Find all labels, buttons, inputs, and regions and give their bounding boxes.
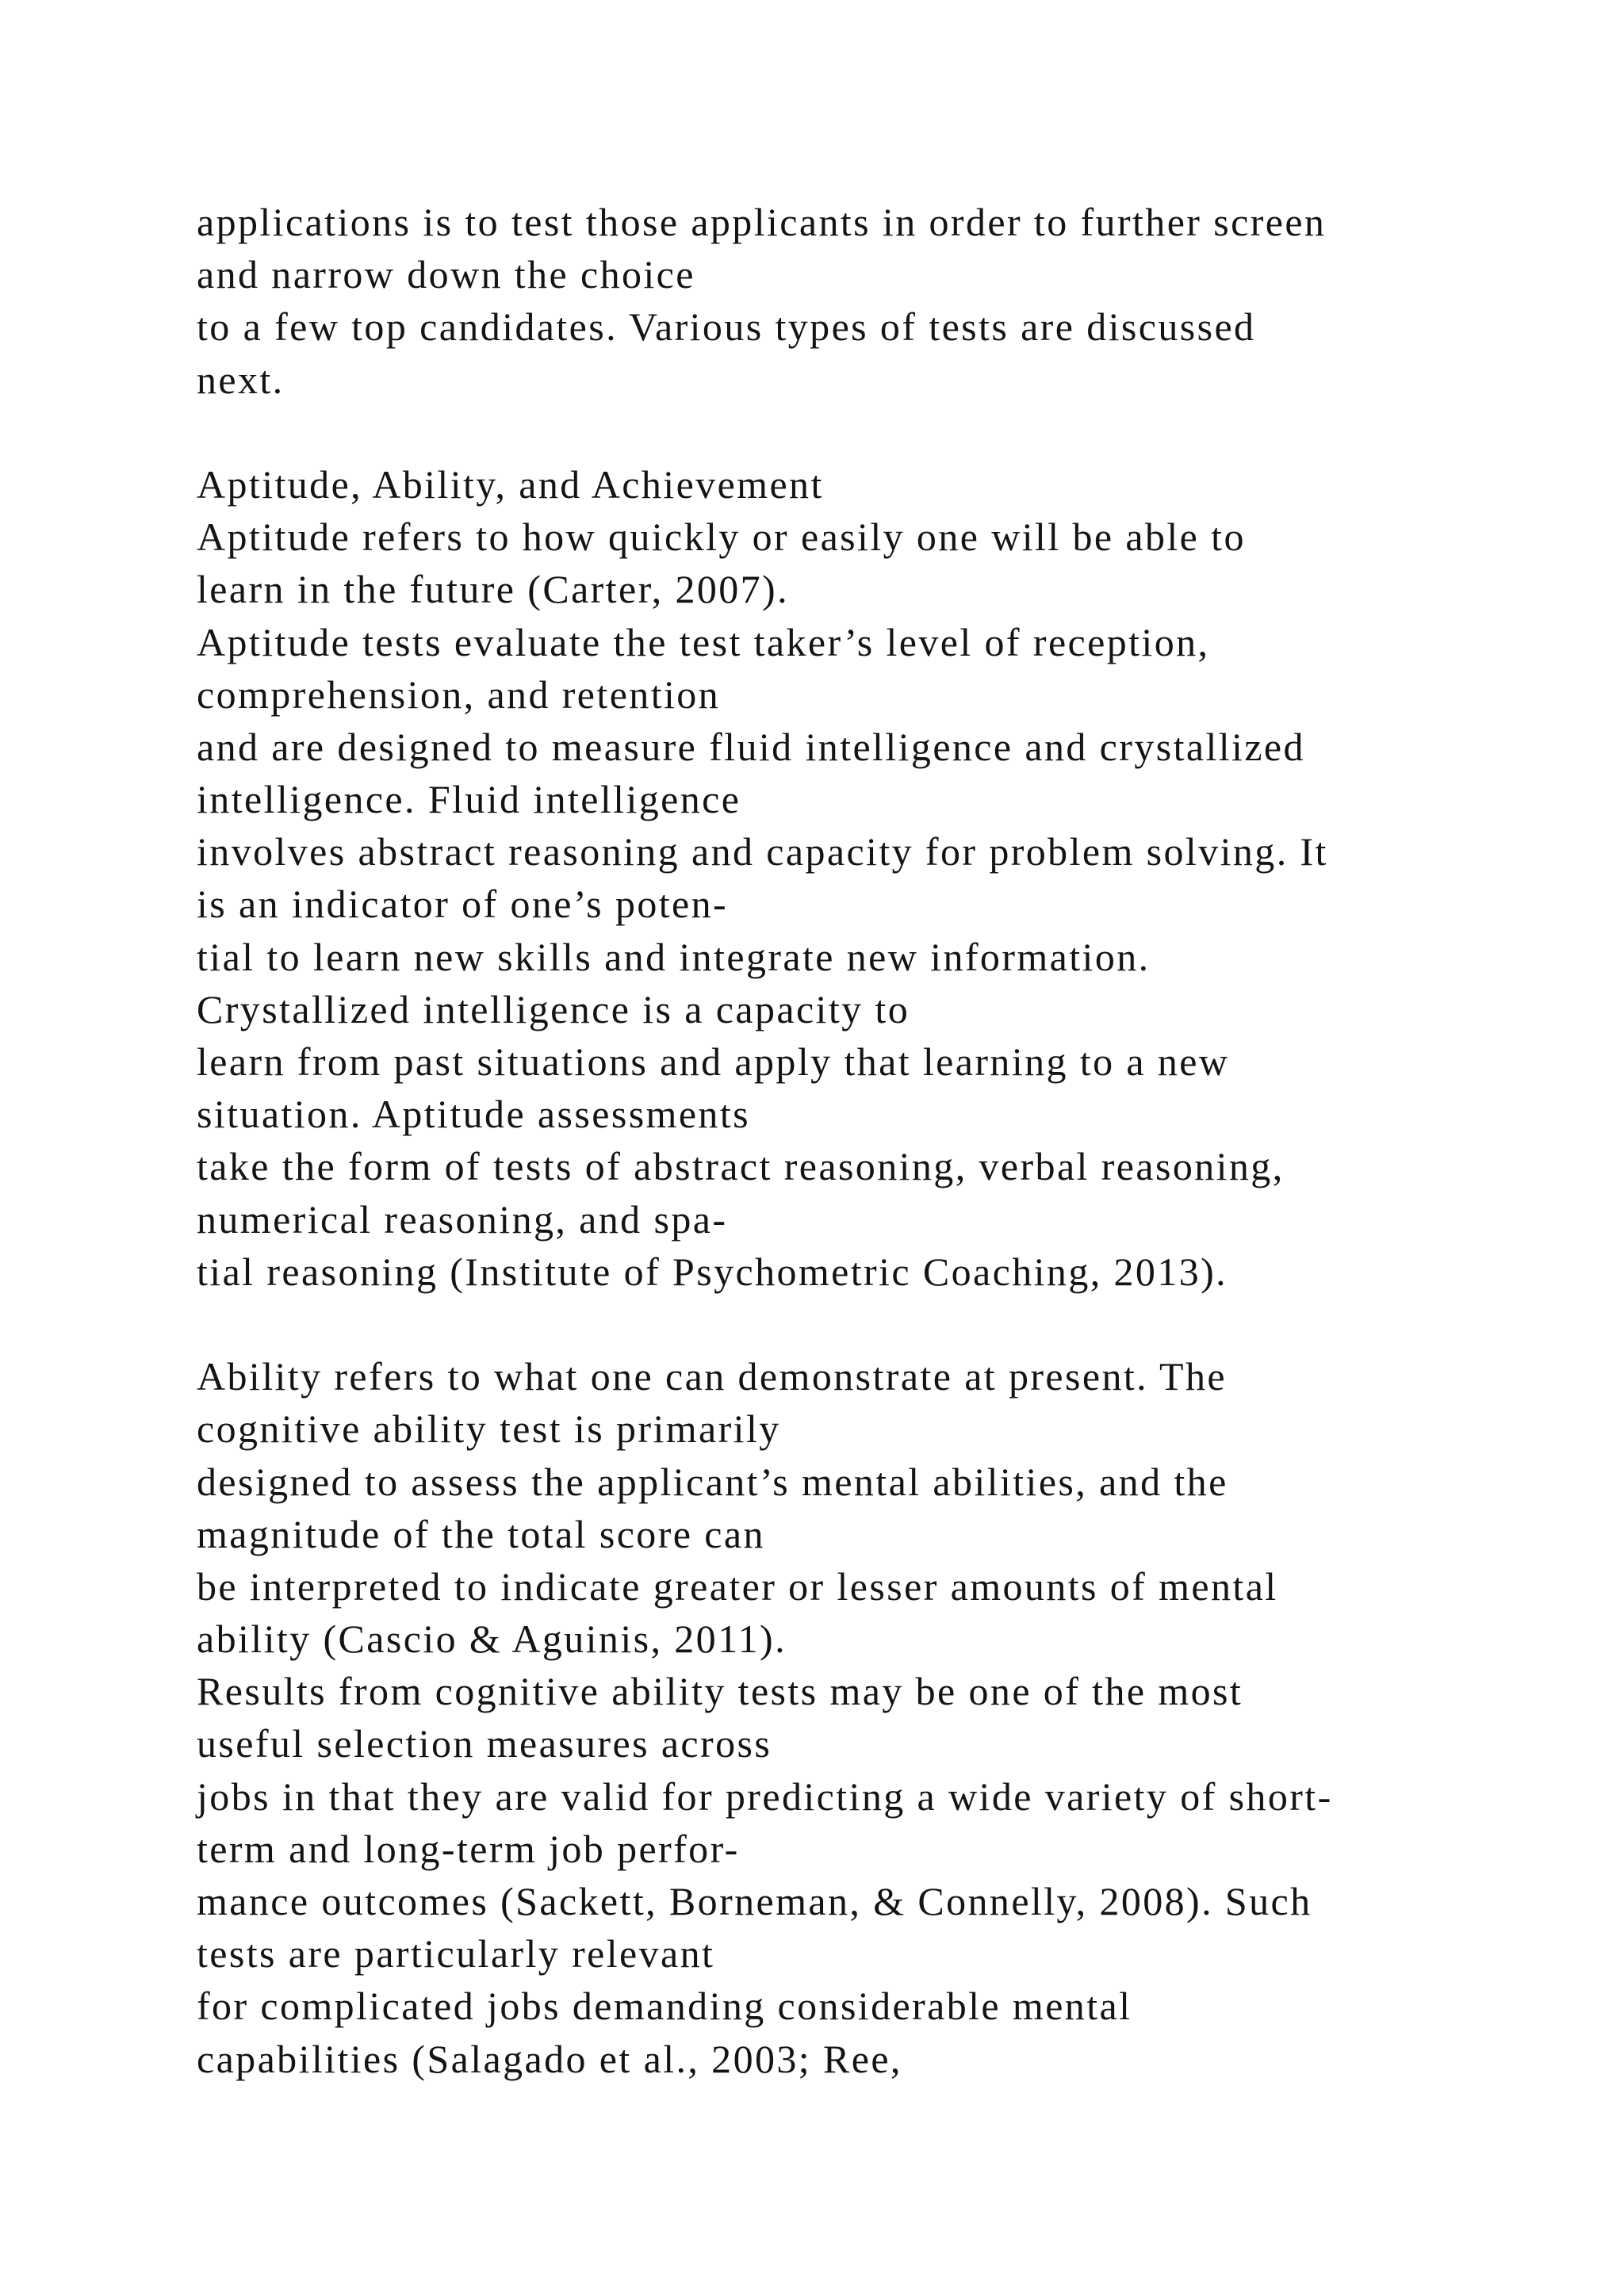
text-line: mance outcomes (Sackett, Borneman, & Connelly, 2008). Such	[197, 1879, 1312, 1923]
paragraph-aptitude	[197, 511, 1561, 1298]
text-line: and are designed to measure fluid intelligence and crystallized	[197, 724, 1305, 769]
document-body	[197, 196, 1561, 2085]
text-line: is an indicator of one’s poten-	[197, 882, 729, 927]
text-line: take the form of tests of abstract reasoning, verbal reasoning,	[197, 1144, 1285, 1189]
text-line: numerical reasoning, and spa-	[197, 1196, 728, 1242]
text-line: magnitude of the total score can	[197, 1511, 765, 1556]
text-line: learn from past situations and apply that learning to a new	[197, 1039, 1230, 1084]
text-line: Ability refers to what one can demonstrate at present. The	[197, 1354, 1227, 1399]
text-line: for complicated jobs demanding considerable mental	[197, 1984, 1132, 2029]
text-line: cognitive ability test is primarily	[197, 1406, 781, 1452]
text-line: jobs in that they are valid for predicting a wide variety of short-	[197, 1774, 1333, 1819]
text-line: Crystallized intelligence is a capacity to	[197, 986, 910, 1031]
text-line: comprehension, and retention	[197, 672, 721, 717]
paragraph-gap	[197, 406, 1561, 458]
text-line: Aptitude tests evaluate the test taker’s level of reception,	[197, 619, 1210, 664]
text-line: Results from cognitive ability tests may be one of the most	[197, 1669, 1243, 1714]
text-line: term and long-term job perfor-	[197, 1826, 740, 1871]
section-heading: Aptitude, Ability, and Achievement	[197, 461, 824, 507]
paragraph-ability	[197, 1350, 1561, 2085]
text-line: tial to learn new skills and integrate new information.	[197, 934, 1151, 979]
text-line: useful selection measures across	[197, 1721, 772, 1766]
text-line: and narrow down the choice	[197, 252, 695, 297]
text-line: capabilities (Salagado et al., 2003; Ree,	[197, 2036, 902, 2081]
text-line: applications is to test those applicants in order to further screen	[197, 200, 1327, 244]
text-line: tests are particularly relevant	[197, 1931, 715, 1976]
paragraph-gap	[197, 1298, 1561, 1350]
text-line: to a few top candidates. Various types of tests are discussed	[197, 304, 1256, 350]
text-line: situation. Aptitude assessments	[197, 1092, 750, 1137]
text-line: Aptitude refers to how quickly or easily one will be able to	[197, 515, 1246, 560]
text-line: involves abstract reasoning and capacity for problem solving. It	[197, 829, 1328, 874]
text-line: intelligence. Fluid intelligence	[197, 777, 741, 822]
text-line: designed to assess the applicant’s mental abilities, and the	[197, 1459, 1228, 1504]
text-line: be interpreted to indicate greater or lesser amounts of mental	[197, 1563, 1278, 1609]
text-line: ability (Cascio & Aguinis, 2011).	[197, 1617, 787, 1662]
text-line: learn in the future (Carter, 2007).	[197, 567, 790, 612]
text-line: tial reasoning (Institute of Psychometric Coaching, 2013).	[197, 1249, 1228, 1294]
text-line: next.	[197, 357, 285, 402]
paragraph-intro	[197, 196, 1561, 406]
